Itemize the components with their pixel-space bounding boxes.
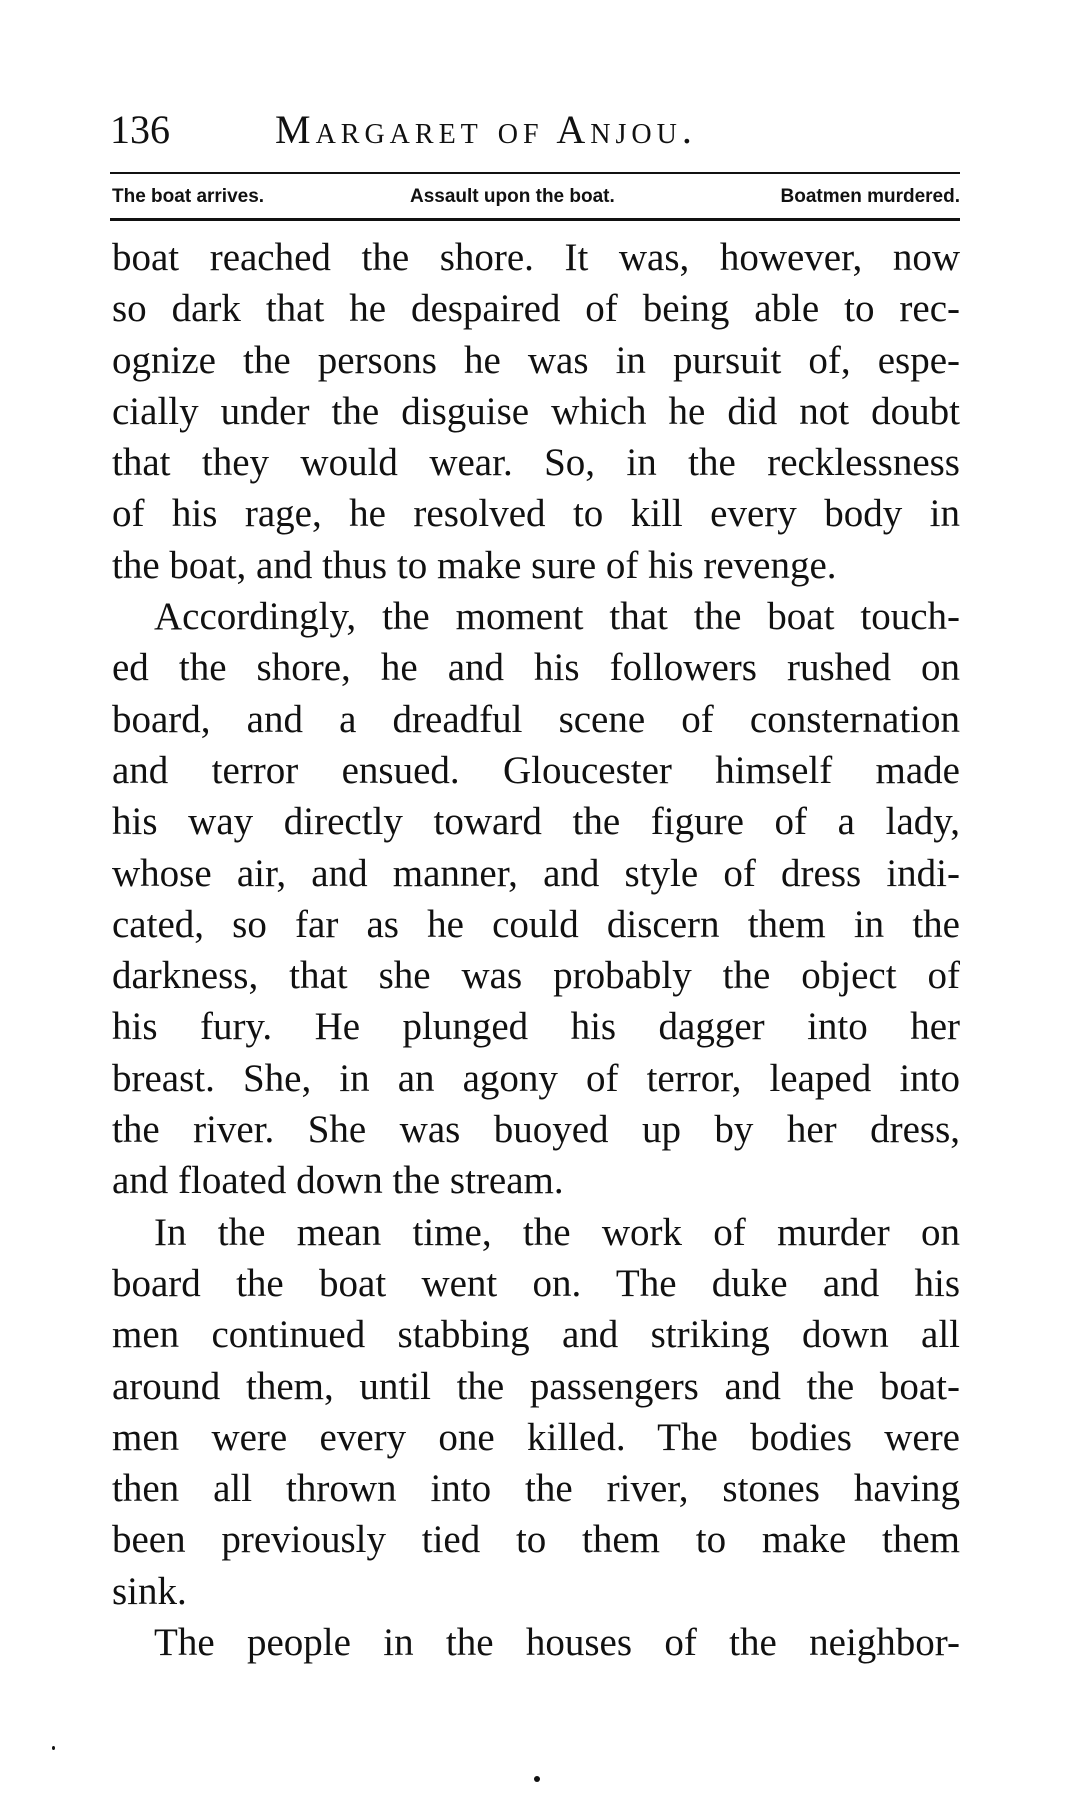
text-line: darkness, that she was probably the object of <box>112 954 960 998</box>
text-line: board the boat went on. The duke and his <box>112 1261 960 1305</box>
text-line: the boat, and thus to make sure of his revenge. <box>112 543 837 587</box>
text-line: board, and a dreadful scene of consternation <box>112 697 960 741</box>
topic-heading: Assault upon the boat. <box>410 186 615 207</box>
topic-heading: Boatmen murdered. <box>780 186 960 207</box>
text-line: In the mean time, the work of murder on <box>154 1210 960 1254</box>
text-line: and floated down the stream. <box>112 1159 564 1203</box>
text-line: The people in the houses of the neighbor- <box>154 1621 960 1665</box>
text-line: that they would wear. So, in the recklessness <box>112 441 960 485</box>
page-number: 136 <box>110 107 170 152</box>
topic-heading: The boat arrives. <box>112 186 265 207</box>
header-rule-bottom <box>110 218 960 221</box>
text-line: sink. <box>112 1569 187 1613</box>
text-line: of his rage, he resolved to kill every body in <box>112 492 960 536</box>
print-speck <box>534 1776 540 1782</box>
text-line: Accordingly, the moment that the boat touch- <box>154 595 960 639</box>
book-title: Margaret of Anjou. <box>275 107 697 152</box>
body-text <box>112 232 960 1668</box>
text-line: his fury. He plunged his dagger into her <box>112 1005 960 1049</box>
running-head <box>110 100 960 160</box>
print-speck <box>52 1746 55 1750</box>
text-line: been previously tied to them to make them <box>112 1518 960 1562</box>
text-line: around them, until the passengers and the boat- <box>112 1364 960 1408</box>
text-line: ognize the persons he was in pursuit of, espe- <box>112 338 960 382</box>
text-line: his way directly toward the figure of a lady, <box>112 800 960 844</box>
text-line: then all thrown into the river, stones having <box>112 1467 960 1511</box>
text-line: cially under the disguise which he did not doubt <box>112 389 960 433</box>
text-line: breast. She, in an agony of terror, leaped into <box>112 1056 960 1100</box>
text-line: the river. She was buoyed up by her dress, <box>112 1108 960 1152</box>
text-line: and terror ensued. Gloucester himself made <box>112 748 960 792</box>
text-line: cated, so far as he could discern them in the <box>112 902 960 946</box>
text-line: men continued stabbing and striking down all <box>112 1313 960 1357</box>
text-line: ed the shore, he and his followers rushed on <box>112 646 960 690</box>
text-line: so dark that he despaired of being able to rec- <box>112 287 960 331</box>
text-line: boat reached the shore. It was, however, now <box>112 236 960 279</box>
topic-headings <box>110 182 960 212</box>
text-line: whose air, and manner, and style of dress indi- <box>112 851 960 895</box>
text-line: men were every one killed. The bodies were <box>112 1415 960 1459</box>
header-rule-top <box>110 172 960 174</box>
